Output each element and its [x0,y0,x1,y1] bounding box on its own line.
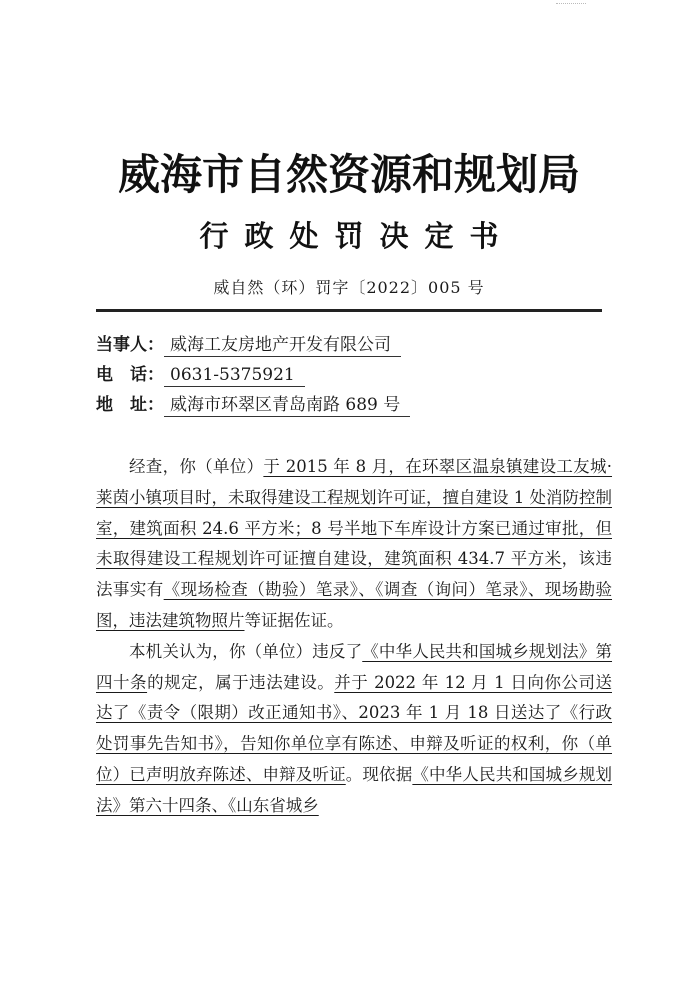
violated-law: 《中华人民共和国城乡规划法》第四十条 [96,641,613,692]
party-name-value: 威海工友房地产开发有限公司 [164,335,401,357]
party-phone-value: 0631-5375921 [164,365,305,387]
party-address-value: 威海市环翠区青岛南路 689 号 [164,395,410,417]
findings-closing: 等证据佐证。 [244,610,344,630]
evidence-list: 《现场检查（勘验）笔录》、《调查（询问）笔录》、现场勘验图，违法建筑物照片 [96,580,613,630]
findings-connector: ，该违法事实有 [96,549,613,600]
party-name-label: 当事人： [96,335,164,355]
ruling-intro: 本机关认为，你（单位）违反了 [129,641,363,661]
party-address-row [96,393,606,417]
party-phone-row [96,363,606,387]
header-divider [96,309,602,312]
notice-history: 并于 2022 年 12 月 1 日向你公司送达了《责令（限期）改正通知书》、2023 年 1 月 18 日送达了《行政处罚事先告知书》，告知你单位享有陈述、申辩及听证的权利，你（单位）已声明放弃陈述、申辩及听证 [96,672,612,784]
document-number: 威自然（环）罚字〔2022〕005 号 [213,278,485,297]
ruling-basis-intro: 。现依据 [345,764,413,784]
document-title: 行政处罚决定书 [199,219,515,253]
scan-mark [556,3,586,8]
party-name-row [96,333,606,357]
findings-paragraph [96,452,612,637]
findings-intro: 经查，你（单位） [129,457,264,476]
violation-facts: 于 2015 年 8 月，在环翠区温泉镇建设工友城·莱茵小镇项目时，未取得建设工程规划许可证，擅自建设 1 处消防控制室，建筑面积 24.6 平方米；8 号半地下车库设计方案已通过审批，但未取得建设工程规划许可证擅自建设，建筑面积 434.7 平方米 [96,457,613,569]
ruling-paragraph [96,637,612,822]
ruling-connector: 的规定，属于违法建设。 [147,672,335,692]
party-phone-label: 电 话： [96,365,164,385]
legal-basis: 《中华人民共和国城乡规划法》第六十四条、《山东省城乡 [96,764,613,815]
party-address-label: 地 址： [96,395,164,415]
issuing-organization: 威海市自然资源和规划局 [117,150,580,199]
decision-body [96,452,612,822]
